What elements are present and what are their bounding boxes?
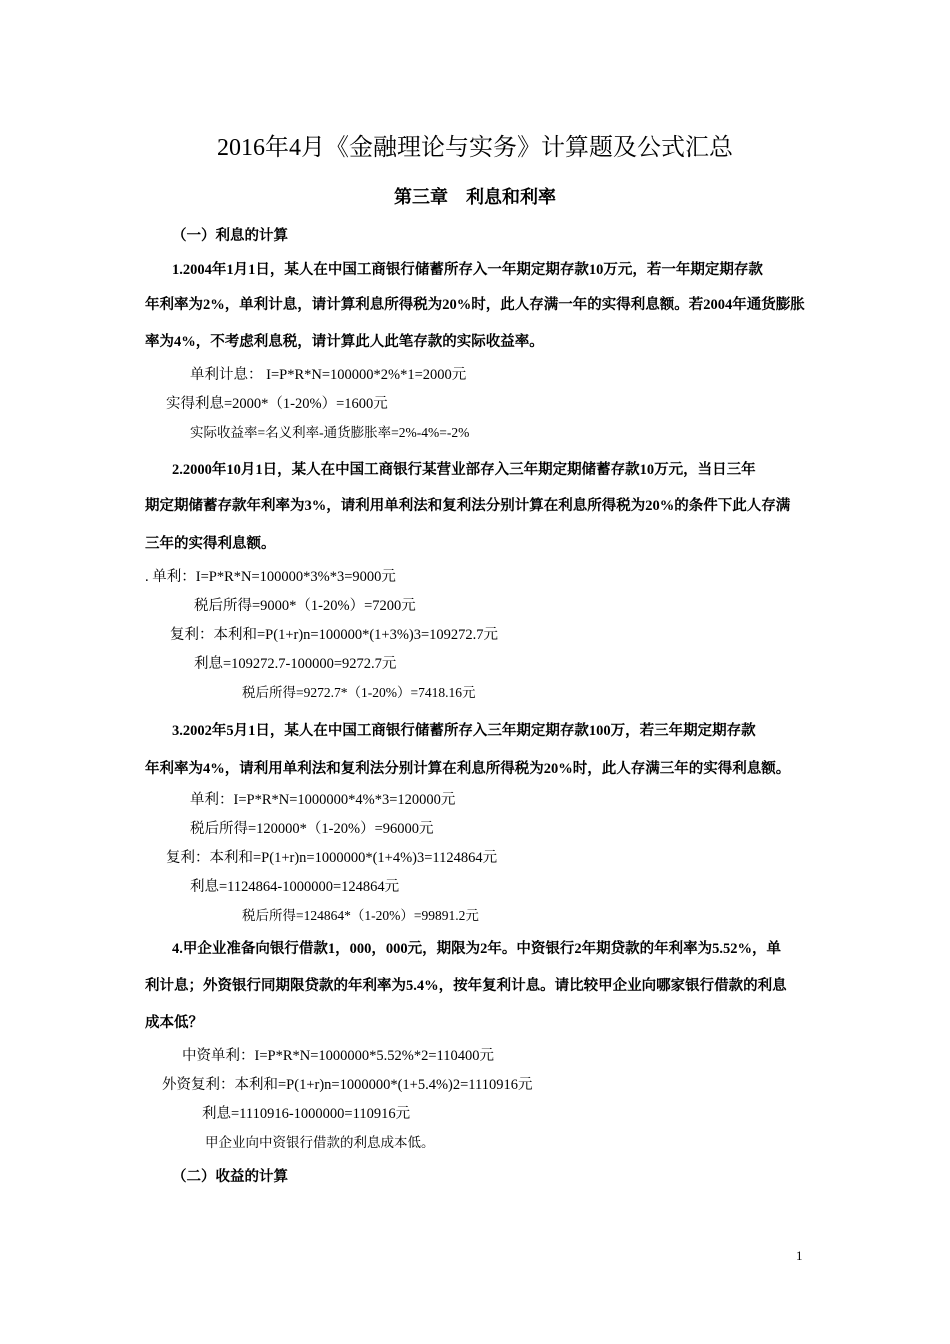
section-heading-yield: （二）收益的计算: [172, 1169, 288, 1185]
question-1-line-1: 1.2004年1月1日，某人在中国工商银行储蓄所存入一年期定期存款10万元，若一年期定期存款: [172, 262, 763, 278]
answer-3-line-2: 税后所得=120000*（1-20%）=96000元: [190, 821, 434, 837]
answer-2-line-5: 税后所得=9272.7*（1-20%）=7418.16元: [242, 685, 476, 700]
question-2-line-1: 2.2000年10月1日，某人在中国工商银行某营业部存入三年期定期储蓄存款10万元，当日三年: [172, 462, 756, 478]
answer-2-line-4: 利息=109272.7-100000=9272.7元: [194, 656, 397, 672]
answer-1-line-2: 实得利息=2000*（1-20%）=1600元: [166, 396, 388, 412]
answer-3-line-1: 单利：I=P*R*N=1000000*4%*3=120000元: [190, 792, 456, 808]
page-title: 2016年4月《金融理论与实务》计算题及公式汇总: [217, 135, 733, 161]
question-3-line-1: 3.2002年5月1日，某人在中国工商银行储蓄所存入三年期定期存款100万，若三年期定期存款: [172, 723, 756, 739]
answer-1-line-1: 单利计息： I=P*R*N=100000*2%*1=2000元: [190, 367, 467, 383]
answer-2-line-1: . 单利：I=P*R*N=100000*3%*3=9000元: [145, 569, 396, 585]
section-heading-interest: （一）利息的计算: [172, 228, 288, 244]
answer-4-line-2: 外资复利：本利和=P(1+r)n=1000000*(1+5.4%)2=1110916元: [162, 1077, 533, 1093]
question-4-line-1: 4.甲企业准备向银行借款1，000，000元，期限为2年。中资银行2年期贷款的年利率为5.52%，单: [172, 941, 781, 957]
page-number: 1: [796, 1248, 803, 1263]
question-2-line-2: 期定期储蓄存款年利率为3%，请利用单利法和复利法分别计算在利息所得税为20%的条件下此人存满: [145, 498, 791, 514]
answer-4-line-4: 甲企业向中资银行借款的利息成本低。: [205, 1135, 435, 1150]
question-1-line-2: 年利率为2%，单利计息，请计算利息所得税为20%时，此人存满一年的实得利息额。若2004年通货膨胀: [145, 297, 805, 313]
answer-2-line-2: 税后所得=9000*（1-20%）=7200元: [194, 598, 416, 614]
question-4-line-3: 成本低？: [145, 1015, 203, 1031]
question-2-line-3: 三年的实得利息额。: [145, 536, 276, 552]
answer-3-line-5: 税后所得=124864*（1-20%）=99891.2元: [242, 908, 479, 923]
answer-3-line-3: 复利：本利和=P(1+r)n=1000000*(1+4%)3=1124864元: [166, 850, 498, 866]
answer-2-line-3: 复利：本利和=P(1+r)n=100000*(1+3%)3=109272.7元: [170, 627, 499, 643]
chapter-heading: 第三章 利息和利率: [394, 187, 556, 208]
answer-4-line-3: 利息=1110916-1000000=110916元: [202, 1106, 411, 1122]
question-3-line-2: 年利率为4%，请利用单利法和复利法分别计算在利息所得税为20%时，此人存满三年的实得利息额。: [145, 761, 791, 777]
answer-1-line-3: 实际收益率=名义利率-通货膨胀率=2%-4%=-2%: [190, 425, 470, 440]
question-4-line-2: 利计息；外资银行同期限贷款的年利率为5.4%，按年复利计息。请比较甲企业向哪家银行借款的利息: [145, 978, 787, 994]
question-1-line-3: 率为4%，不考虑利息税，请计算此人此笔存款的实际收益率。: [145, 334, 544, 350]
answer-3-line-4: 利息=1124864-1000000=124864元: [190, 879, 400, 895]
answer-4-line-1: 中资单利：I=P*R*N=1000000*5.52%*2=110400元: [182, 1048, 494, 1064]
